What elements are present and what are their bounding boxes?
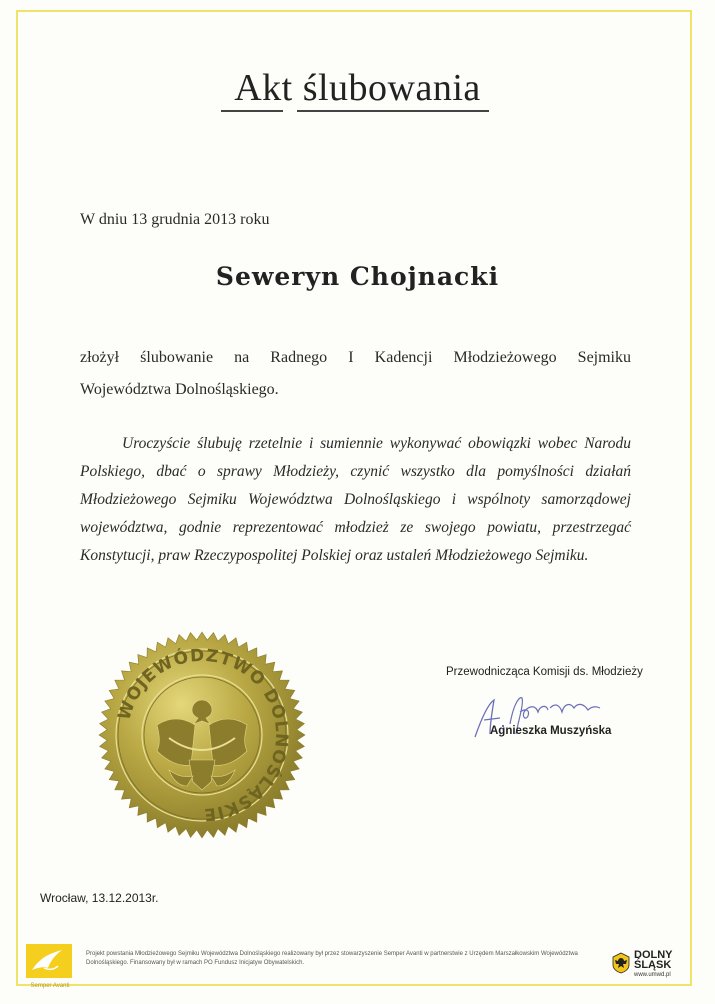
statement-paragraph bbox=[80, 342, 631, 406]
semper-avanti-label: Semper Avanti bbox=[30, 983, 70, 989]
eagle-crest-icon bbox=[612, 952, 630, 974]
title-underline bbox=[297, 110, 489, 112]
region-name bbox=[634, 950, 673, 970]
oath-line: Młodzieżowego Sejmiku Województwa Dolnośląskiego i wspólnoty samorządowej bbox=[80, 491, 631, 508]
oath-line: Uroczyście ślubuję rzetelnie i sumiennie wykonywać obowiązki wobec Narodu bbox=[122, 435, 631, 452]
chair-title: Przewodnicząca Komisji ds. Młodzieży bbox=[446, 666, 643, 678]
region-name-line: DOLNY bbox=[634, 949, 673, 961]
region-url: www.umwd.pl bbox=[634, 972, 671, 978]
statement-line: złożył ślubowanie na Radnego I Kadencji Młodzieżowego Sejmiku bbox=[80, 349, 631, 366]
place-and-date: Wrocław, 13.12.2013r. bbox=[40, 891, 159, 905]
seal-text: WOJEWÓDZTWO DOLNOŚLĄSKIE bbox=[114, 645, 292, 825]
gold-seal-icon bbox=[97, 630, 307, 840]
semper-avanti-bird-icon bbox=[26, 944, 72, 978]
oath-line: województwa, godnie reprezentować młodzież ze swojego powiatu, przestrzegać bbox=[80, 519, 631, 536]
title-underline bbox=[221, 110, 283, 112]
chair-name: Agnieszka Muszyńska bbox=[490, 725, 612, 737]
document-title: Akt ślubowania bbox=[234, 67, 481, 109]
oath-paragraph bbox=[80, 430, 631, 570]
semper-avanti-logo bbox=[26, 944, 74, 989]
region-name-line: ŚLĄSK bbox=[634, 959, 672, 971]
footer-note: Projekt powstania Młodzieżowego Sejmiku Województwa Dolnośląskiego realizowany był przez stowarzyszenie Semper Avanti w partnerstwie z Urzędem Marszałkowskim Województwa Dolnośląskiego. Finansowany był w ramach PO Fundusz Inicjatyw Obywatelskich. bbox=[86, 951, 578, 966]
statement-line: Województwa Dolnośląskiego. bbox=[80, 381, 279, 398]
oath-line: Konstytucji, praw Rzeczypospolitej Polskiej oraz ustaleń Młodzieżowego Sejmiku. bbox=[80, 547, 589, 564]
person-name: Seweryn Chojnacki bbox=[215, 262, 500, 291]
ceremony-date: W dniu 13 grudnia 2013 roku bbox=[80, 211, 270, 228]
oath-line: Polskiego, dbać o sprawy Młodzieży, czynić wszystko dla pomyślności działań bbox=[80, 463, 631, 480]
